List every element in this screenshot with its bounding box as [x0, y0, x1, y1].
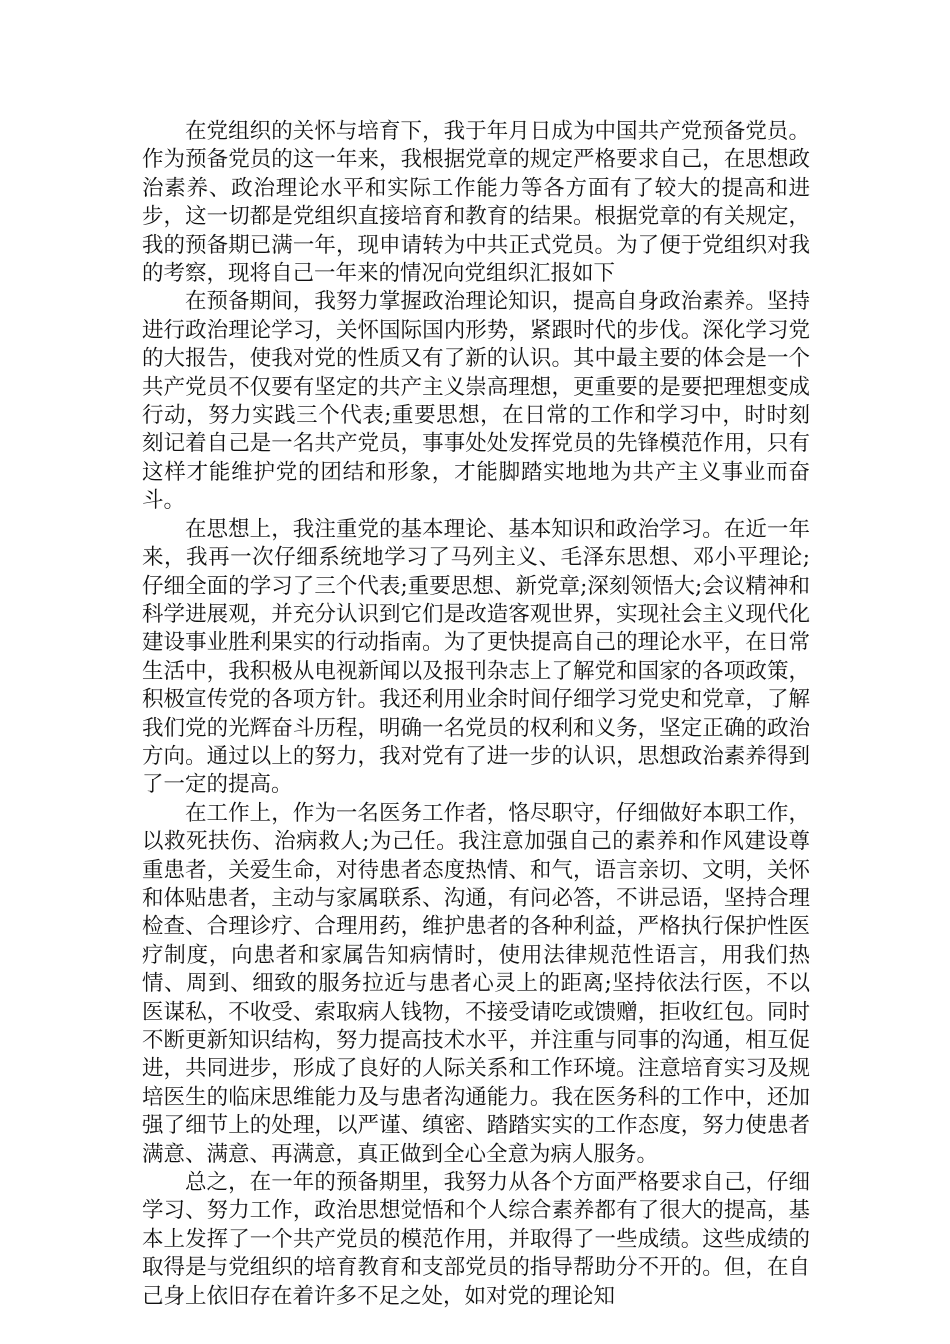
document-body [142, 118, 810, 1311]
paragraph-2: 在预备期间，我努力掌握政治理论知识，提高自身政治素养。坚持进行政治理论学习，关怀国际国内形势，紧跟时代的步伐。深化学习党的大报告，使我对党的性质又有了新的认识。其中最主要的体会是一个共产党员不仅要有坚定的共产主义崇高理想，更重要的是要把理想变成行动，努力实践三个代表;重要思想，在日常的工作和学习中，时时刻刻记着自己是一名共产党员，事事处处发挥党员的先锋模范作用，只有这样才能维护党的团结和形象，才能脚踏实地地为共产主义事业而奋斗。 [142, 289, 810, 514]
paragraph-4: 在工作上，作为一名医务工作者，恪尽职守，仔细做好本职工作，以救死扶伤、治病救人;为己任。我注意加强自己的素养和作风建设尊重患者，关爱生命，对待患者态度热情、和气，语言亲切、文明，关怀和体贴患者，主动与家属联系、沟通，有问必答，不讲忌语，坚持合理检查、合理诊疗、合理用药，维护患者的各种利益，严格执行保护性医疗制度，向患者和家属告知病情时，使用法律规范性语言，用我们热情、周到、细致的服务拉近与患者心灵上的距离;坚持依法行医，不以医谋私，不收受、索取病人钱物，不接受请吃或馈赠，拒收红包。同时不断更新知识结构，努力提高技术水平，并注重与同事的沟通，相互促进，共同进步，形成了良好的人际关系和工作环境。注意培育实习及规培医生的临床思维能力及与患者沟通能力。我在医务科的工作中，还加强了细节上的处理，以严谨、缜密、踏踏实实的工作态度，努力使患者满意、满意、再满意，真正做到全心全意为病人服务。 [142, 800, 810, 1167]
paragraph-3: 在思想上，我注重党的基本理论、基本知识和政治学习。在近一年来，我再一次仔细系统地学习了马列主义、毛泽东思想、邓小平理论;仔细全面的学习了三个代表;重要思想、新党章;深刻领悟大;会议精神和科学进展观，并充分认识到它们是改造客观世界，实现社会主义现代化建设事业胜利果实的行动指南。为了更快提高自己的理论水平，在日常生活中，我积极从电视新闻以及报刊杂志上了解党和国家的各项政策，积极宣传党的各项方针。我还利用业余时间仔细学习党史和党章，了解我们党的光辉奋斗历程，明确一名党员的权利和义务，坚定正确的政治方向。通过以上的努力，我对党有了进一步的认识，思想政治素养得到了一定的提高。 [142, 516, 810, 798]
paragraph-1: 在党组织的关怀与培育下，我于年月日成为中国共产党预备党员。作为预备党员的这一年来，我根据党章的规定严格要求自己，在思想政治素养、政治理论水平和实际工作能力等各方面有了较大的提高和进步，这一切都是党组织直接培育和教育的结果。根据党章的有关规定，我的预备期已满一年，现申请转为中共正式党员。为了便于党组织对我的考察，现将自己一年来的情况向党组织汇报如下 [142, 119, 810, 287]
paragraph-5: 总之，在一年的预备期里，我努力从各个方面严格要求自己，仔细学习、努力工作，政治思想觉悟和个人综合素养都有了很大的提高，基本上发挥了一个共产党员的模范作用，并取得了一些成绩。这些成绩的取得是与党组织的培育教育和支部党员的指导帮助分不开的。但，在自己身上依旧存在着许多不足之处，如对党的理论知 [142, 1170, 810, 1309]
